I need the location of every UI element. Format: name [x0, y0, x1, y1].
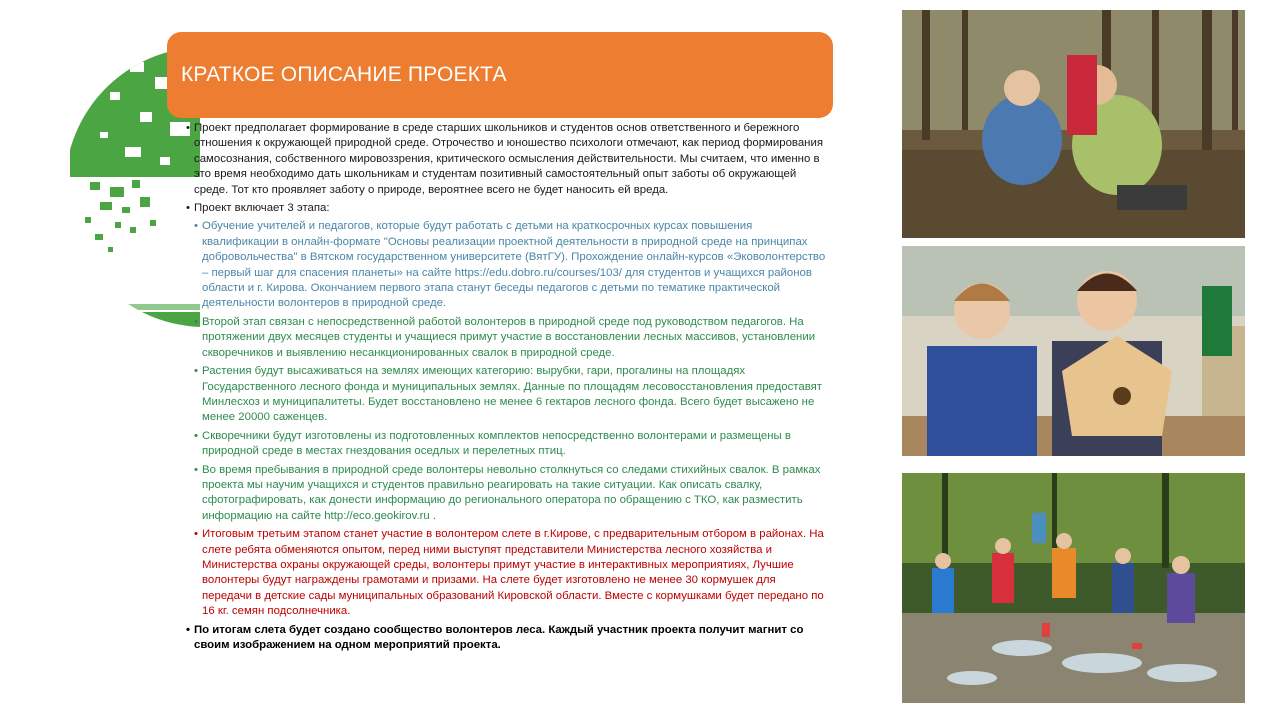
- stage1-paragraph: • Обучение учителей и педагогов, которые будут работать с детьми на краткосрочных курсах повышения квалификации в онлайн-формате "Основы реализации проектной деятельности в природной среде на принципах добровольчества" в Вятском государственном университете (ВятГУ). Прохождение онлайн-курсов «Эковолонтерство – первый шаг для спасения планеты» на сайте https://edu.dobro.ru/courses/103/ для студентов и учащихся районов области и г. Кирова. Окончанием первого этапа станут беседы педагогов с детьми по тематике практической деятельности волонтеров в природной среде.: [194, 219, 826, 311]
- birdhouse-photo: [902, 246, 1245, 456]
- stage3-paragraph: • Итоговым третьим этапом станет участие в волонтером слете в г.Кирове, с предварительным отбором в районах. На слете ребята обменяются опытом, перед ними выступят представители Министерства лесного хозяйства и Министерства охраны окружающей среды, волонтеры примут участие в интерактивных мероприятиях, Лучшие волонтеры будут награждены грамотами и призами. На слете будет изготовлено не менее 30 кормушек для передачи в детские сады муниципальных образований Кировской области. Вместе с кормушками будет передано по 16 кг. семян подсолнечника.: [194, 527, 826, 619]
- page-title: КРАТКОЕ ОПИСАНИЕ ПРОЕКТА: [181, 63, 507, 86]
- planting-photo: [902, 10, 1245, 238]
- intro-paragraph: • Проект предполагает формирование в среде старших школьников и студентов основ ответственного и бережного отношения к окружающей природной среде. Отрочество и юношество психологи отмечают, как период формирования самосознания, собственного мировоззрения, критического осмысления действительности. Мы считаем, что именно в это время необходимо дать школьникам и студентам позитивный самостоятельный опыт заботы об окружающей среде. Тот кто проявляет заботу о природе, вероятнее всего не будет наносить ей вреда.: [186, 121, 826, 198]
- result-paragraph: • По итогам слета будет создано сообщество волонтеров леса. Каждый участник проекта получит магнит со своим изображением на одном мероприятий проекта.: [186, 623, 826, 654]
- project-description: [186, 121, 826, 656]
- cleanup-photo: [902, 473, 1245, 703]
- birdhouses-paragraph: • Скворечники будут изготовлены из подготовленных комплектов непосредственно волонтерами и размещены в природной среде в местах гнездования оседлых и перелетных птиц.: [194, 429, 826, 460]
- title-banner: [167, 32, 833, 118]
- stages-heading: • Проект включает 3 этапа:: [186, 201, 826, 216]
- stage2-paragraph: • Второй этап связан с непосредственной работой волонтеров в природной среде под руководством педагогов. На протяжении двух месяцев студенты и учащиеся примут участие в восстановлении лесных массивов, установлении скворечников и выявлению несанкционированных свалок в природной среде.: [194, 315, 826, 361]
- planting-paragraph: • Растения будут высаживаться на землях имеющих категорию: вырубки, гари, прогалины на площадях Государственного лесного фонда и муниципальных землях. Данные по площадям лесовосстановления предоставят Минлесхоз и муниципалитеты. Будет восстановлено не менее 6 гектаров лесного фонда. Всего будет высажено не менее 20000 саженцев.: [194, 364, 826, 426]
- dumps-paragraph: • Во время пребывания в природной среде волонтеры невольно столкнуться со следами стихийных свалок. В рамках проекта мы научим учащихся и студентов правильно реагировать на такие ситуации. Как описать свалку, сфотографировать, как донести информацию до регионального оператора по обращению с ТКО, как разместить информацию на сайте http://eco.geokirov.ru .: [194, 463, 826, 525]
